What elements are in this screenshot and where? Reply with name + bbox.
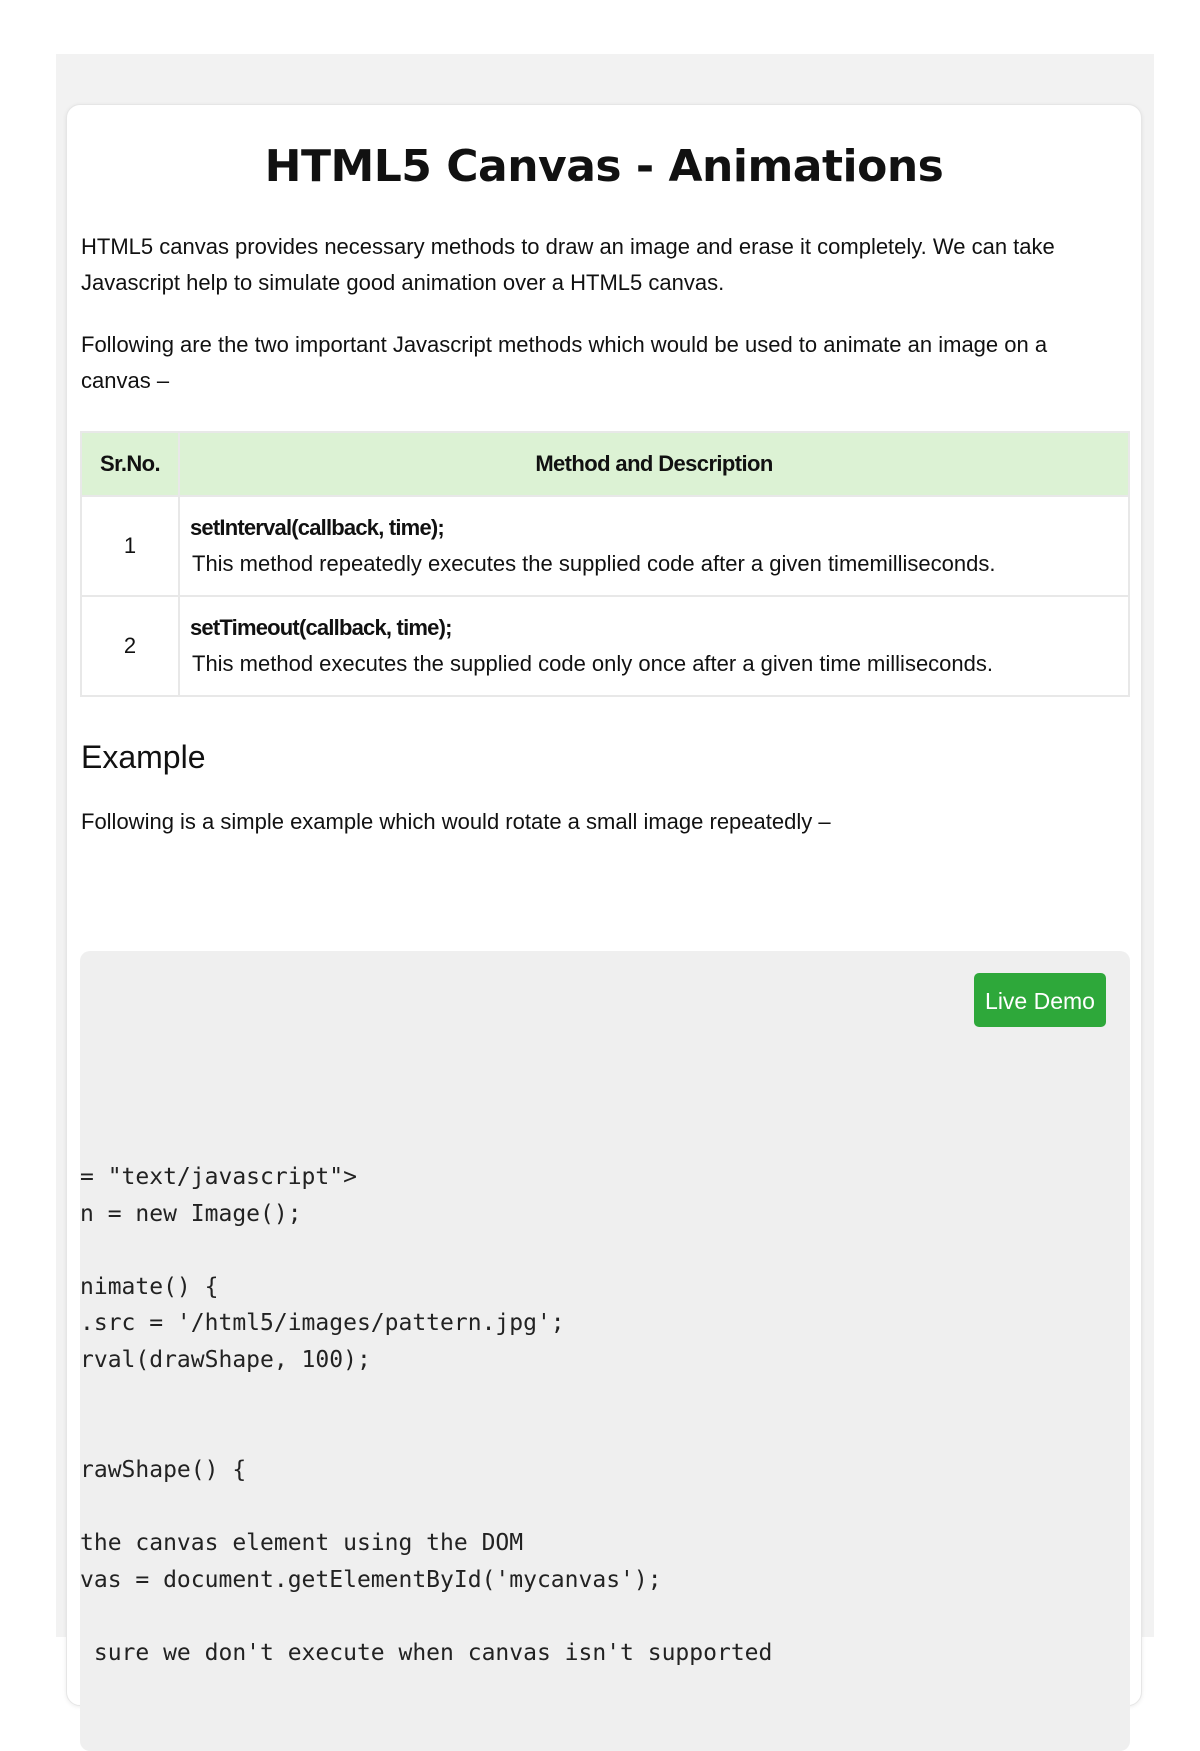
methods-table (80, 431, 1130, 697)
code-line: vas = document.getElementById('mycanvas'); (80, 1566, 662, 1593)
content-card (66, 104, 1142, 1706)
header-sr-no: Sr.No. (81, 432, 179, 496)
code-line (80, 1488, 772, 1525)
table-row (81, 596, 1129, 696)
method-name: setInterval(callback, time); (190, 515, 444, 540)
code-line (80, 1379, 772, 1416)
page-frame (56, 54, 1154, 1666)
example-heading: Example (81, 739, 206, 775)
table-row (81, 496, 1129, 596)
code-line: nimate() { (80, 1273, 219, 1300)
live-demo-button[interactable]: Live Demo (974, 973, 1106, 1027)
row-description-cell (179, 596, 1129, 696)
intro-paragraph: HTML5 canvas provides necessary methods to draw an image and erase it completely. We can take Javascript help to simulate good animation over a HTML5 canvas. (81, 234, 1055, 295)
method-name: setTimeout(callback, time); (190, 615, 452, 640)
code-line: rval(drawShape, 100); (80, 1346, 371, 1373)
code-line: .src = '/html5/images/pattern.jpg'; (80, 1310, 565, 1337)
code-line: the canvas element using the DOM (80, 1529, 524, 1556)
code-line: = "text/javascript"> (80, 1164, 357, 1190)
method-description: This method executes the supplied code only once after a given time milliseconds. (192, 651, 993, 676)
row-description-cell (179, 496, 1129, 596)
methods-intro-paragraph: Following are the two important Javascript methods which would be used to animate an image on a canvas – (81, 332, 1048, 393)
method-description: This method repeatedly executes the supplied code after a given timemilliseconds. (192, 551, 996, 576)
row-number: 1 (81, 496, 179, 596)
code-line (80, 1415, 772, 1452)
code-line (80, 1232, 772, 1269)
table-header-row (81, 432, 1129, 496)
page-title: HTML5 Canvas - Animations (264, 141, 944, 192)
code-line: rawShape() { (80, 1456, 247, 1483)
code-line (80, 1598, 772, 1635)
code-line: sure we don't execute when canvas isn't supported (80, 1639, 773, 1666)
code-lines (80, 1159, 772, 1671)
example-description: Following is a simple example which would rotate a small image repeatedly – (81, 809, 831, 834)
code-line: n = new Image(); (80, 1200, 302, 1227)
row-number: 2 (81, 596, 179, 696)
header-method-description: Method and Description (179, 432, 1129, 496)
code-block (80, 951, 1130, 1751)
